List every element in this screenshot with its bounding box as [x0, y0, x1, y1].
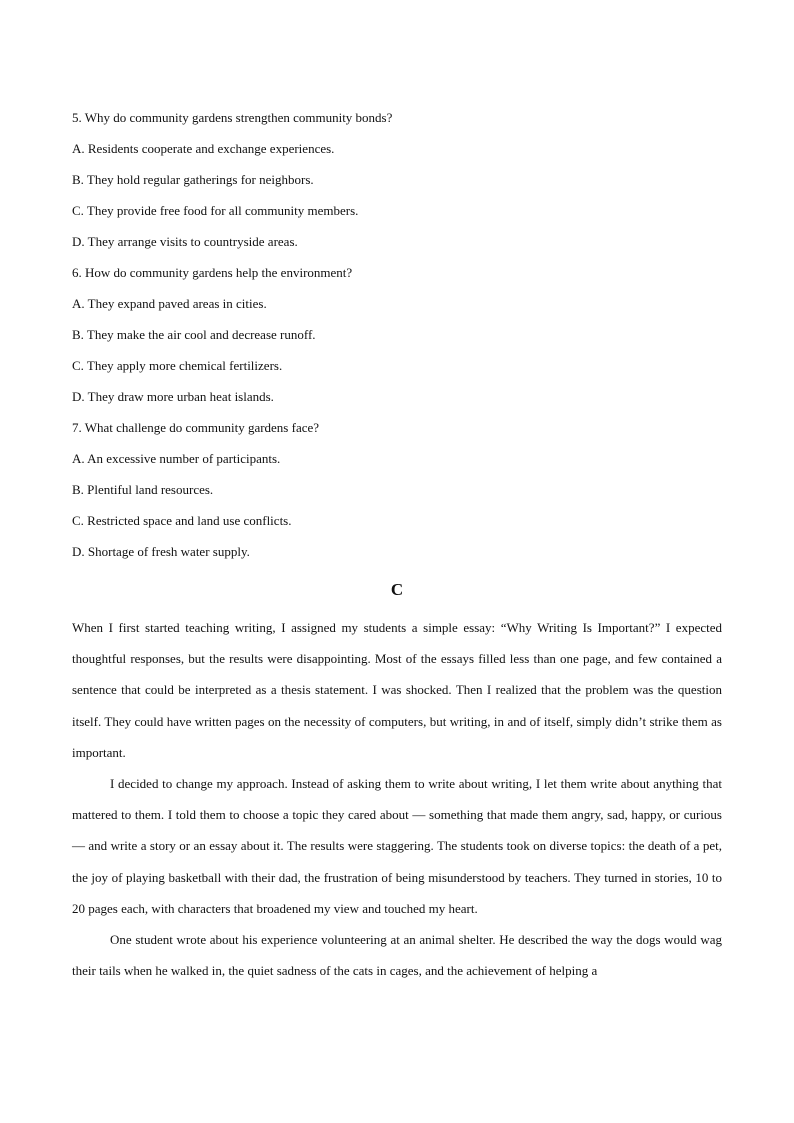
answer-option: C. Restricted space and land use conflicts.	[72, 513, 292, 528]
question-stem: 7. What challenge do community gardens face?	[72, 420, 320, 435]
answer-option: A. They expand paved areas in cities.	[72, 296, 267, 311]
answer-option: B. Plentiful land resources.	[72, 482, 214, 497]
section-heading: C	[390, 580, 404, 599]
answer-option: C. They apply more chemical fertilizers.	[72, 358, 283, 373]
answer-option: A. Residents cooperate and exchange experiences.	[72, 141, 335, 156]
answer-option: B. They make the air cool and decrease runoff.	[72, 327, 316, 342]
passage-paragraph: One student wrote about his experience volunteering at an animal shelter. He described the way the dogs would wag their tails when he walked in, the quiet sadness of the cats in cages, and the achievement of helping a	[72, 932, 722, 979]
answer-option: B. They hold regular gatherings for neighbors.	[72, 172, 314, 187]
page-content	[72, 102, 722, 986]
answer-option: D. They draw more urban heat islands.	[72, 389, 274, 404]
answer-option: C. They provide free food for all community members.	[72, 203, 359, 218]
question-stem: 6. How do community gardens help the environment?	[72, 265, 353, 280]
question-stem: 5. Why do community gardens strengthen community bonds?	[72, 110, 393, 125]
question-5	[72, 102, 722, 257]
question-6	[72, 257, 722, 412]
passage-paragraph: When I first started teaching writing, I assigned my students a simple essay: “Why Writing Is Important?” I expected thoughtful responses, but the results were disappointing. Most of the essays filled less than one page, and few contained a sentence that could be interpreted as a thesis statement. I was shocked. Then I realized that the problem was the question itself. They could have written pages on the necessity of computers, but writing, in and of itself, simply didn’t strike them as important.	[72, 620, 722, 760]
answer-option: D. They arrange visits to countryside areas.	[72, 234, 298, 249]
passage-paragraph: I decided to change my approach. Instead of asking them to write about writing, I let them write about anything that mattered to them. I told them to choose a topic they cared about — something that made them angry, sad, happy, or curious — and write a story or an essay about it. The results were staggering. The students took on diverse topics: the death of a pet, the joy of playing basketball with their dad, the frustration of being misunderstood by teachers. They turned in stories, 10 to 20 pages each, with characters that broadened my view and touched my heart.	[72, 776, 722, 916]
question-7	[72, 412, 722, 567]
answer-option: A. An excessive number of participants.	[72, 451, 281, 466]
answer-option: D. Shortage of fresh water supply.	[72, 544, 250, 559]
